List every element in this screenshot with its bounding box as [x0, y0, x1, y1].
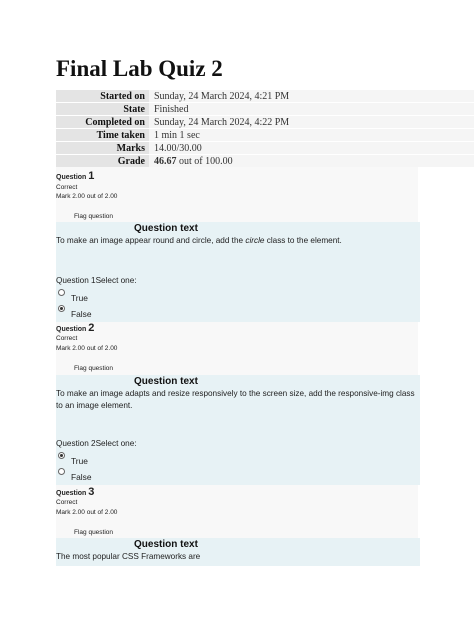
question-mark: Mark 2.00 out of 2.00 — [56, 193, 118, 200]
question-content-1 — [56, 222, 420, 322]
question-content-3 — [56, 538, 420, 566]
question-text-heading: Question text — [134, 376, 198, 387]
option-label: False — [71, 472, 92, 482]
select-one-label: Question 2Select one: — [56, 439, 137, 448]
question-text-heading: Question text — [134, 539, 198, 550]
radio-button[interactable] — [58, 468, 65, 475]
question-prefix: Question — [56, 326, 87, 333]
question-prefix: Question — [56, 490, 87, 497]
summary-label: Completed on — [56, 116, 149, 129]
summary-value: Sunday, 24 March 2024, 4:22 PM — [149, 116, 474, 129]
summary-row-time-taken — [56, 129, 474, 142]
flag-question-link[interactable]: Flag question — [74, 213, 114, 220]
summary-value: Sunday, 24 March 2024, 4:21 PM — [149, 90, 474, 103]
question-text-heading: Question text — [134, 223, 198, 234]
summary-row-started — [56, 90, 474, 103]
question-status: Correct — [56, 335, 78, 342]
question-number — [56, 486, 94, 498]
question-prefix: Question — [56, 174, 87, 181]
question-text: To make an image appear round and circle, add the circle class to the element. — [56, 236, 342, 245]
summary-label: Grade — [56, 155, 149, 168]
flag-question-link[interactable]: Flag question — [74, 365, 114, 372]
summary-value: 14.00/30.00 — [149, 142, 474, 155]
question-info-3 — [56, 485, 418, 538]
summary-label: State — [56, 103, 149, 116]
summary-row-state — [56, 103, 474, 116]
option-label: True — [71, 293, 88, 303]
radio-button-selected[interactable] — [58, 305, 65, 312]
summary-value: 1 min 1 sec — [149, 129, 474, 142]
option-label: True — [71, 456, 88, 466]
question-info-2 — [56, 322, 418, 375]
grade-total: out of 100.00 — [176, 156, 233, 167]
question-number-value: 1 — [88, 170, 95, 182]
question-text: To make an image adapts and resize responsively to the screen size, add the responsive-img class to an image element. — [56, 389, 415, 410]
summary-row-marks — [56, 142, 474, 155]
question-content-2 — [56, 375, 420, 485]
grade-value: 46.67 — [154, 156, 177, 167]
select-one-label: Question 1Select one: — [56, 276, 137, 285]
question-status: Correct — [56, 184, 78, 191]
summary-value: Finished — [149, 103, 474, 116]
page-title: Final Lab Quiz 2 — [56, 56, 223, 81]
question-number — [56, 322, 94, 334]
question-mark: Mark 2.00 out of 2.00 — [56, 345, 118, 352]
attempt-summary-table — [56, 90, 474, 168]
summary-label: Started on — [56, 90, 149, 103]
radio-button[interactable] — [58, 289, 65, 296]
question-status: Correct — [56, 499, 78, 506]
question-number-value: 2 — [88, 322, 95, 334]
summary-row-completed — [56, 116, 474, 129]
summary-label: Marks — [56, 142, 149, 155]
question-number-value: 3 — [88, 486, 95, 498]
question-text: The most popular CSS Frameworks are — [56, 552, 201, 561]
option-label: False — [71, 309, 92, 319]
radio-button-selected[interactable] — [58, 452, 65, 459]
flag-question-link[interactable]: Flag question — [74, 529, 114, 536]
summary-label: Time taken — [56, 129, 149, 142]
question-number — [56, 170, 94, 182]
question-mark: Mark 2.00 out of 2.00 — [56, 509, 118, 516]
question-info-1 — [56, 167, 418, 222]
